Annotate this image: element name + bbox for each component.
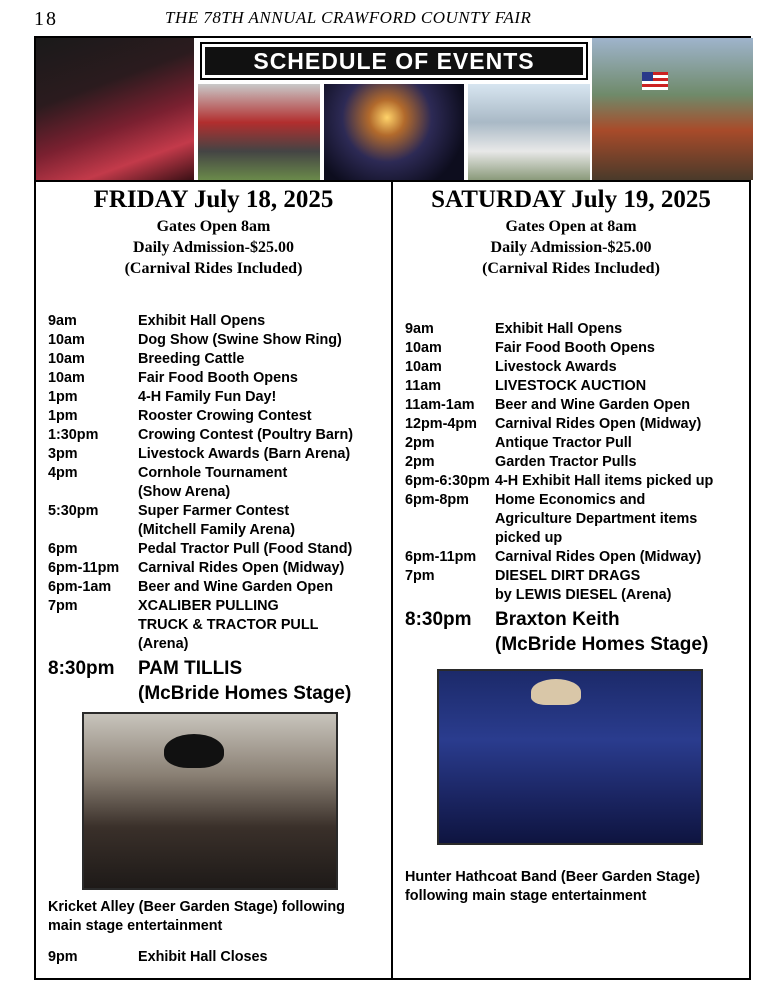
- tractor-pull-photo: [592, 38, 753, 180]
- schedule-banner: [200, 42, 588, 80]
- event-time: 6pm-11pm: [48, 560, 120, 576]
- event-line: Super Farmer Contest: [138, 503, 290, 519]
- event-description: [138, 559, 344, 578]
- headliner-time: 8:30pm: [405, 609, 472, 630]
- event-time: 10am: [48, 370, 85, 386]
- event-time: 11am-1am: [405, 397, 475, 413]
- note-line: Kricket Alley (Beer Garden Stage) following: [48, 899, 345, 915]
- event-description: [138, 331, 342, 350]
- saturday-admission: Daily Admission-$25.00: [490, 239, 652, 256]
- event-time: 6pm-6:30pm: [405, 473, 490, 489]
- event-description: [138, 597, 318, 654]
- friday-admission: Daily Admission-$25.00: [133, 239, 294, 256]
- event-line: Pedal Tractor Pull (Food Stand): [138, 541, 353, 557]
- event-description: [495, 320, 622, 339]
- event-line: Breeding Cattle: [138, 351, 245, 367]
- headliner-name: PAM TILLIS: [138, 658, 243, 679]
- event-line: (Show Arena): [138, 484, 231, 500]
- event-line: Livestock Awards: [495, 359, 617, 375]
- friday-gates: Gates Open 8am: [156, 218, 271, 235]
- saturday-followup-note: [405, 868, 700, 906]
- event-description: [138, 369, 298, 388]
- note-line: main stage entertainment: [48, 918, 223, 934]
- braxton-keith-photo: [437, 669, 703, 845]
- event-time: 7pm: [48, 598, 78, 614]
- event-time: 12pm-4pm: [405, 416, 477, 432]
- event-description: [138, 350, 244, 369]
- headliner-name: Braxton Keith: [495, 609, 620, 630]
- event-line: Fair Food Booth Opens: [495, 340, 655, 356]
- saturday-carnival-note: (Carnival Rides Included): [482, 260, 660, 277]
- event-time: 10am: [405, 340, 442, 356]
- headliner-time: 8:30pm: [48, 658, 115, 679]
- note-line: following main stage entertainment: [405, 888, 647, 904]
- carnival-ride-photo: [468, 84, 590, 180]
- headliner-stage: (McBride Homes Stage): [138, 683, 352, 704]
- event-line: Exhibit Hall Opens: [138, 313, 266, 329]
- banner-title: SCHEDULE OF EVENTS: [205, 47, 583, 75]
- event-description: [138, 388, 276, 407]
- event-line: Livestock Awards (Barn Arena): [138, 446, 351, 462]
- schedule-frame: [34, 36, 751, 980]
- event-time: 1:30pm: [48, 427, 99, 443]
- event-description: [138, 948, 268, 967]
- pam-tillis-photo: [82, 712, 338, 890]
- divider-vertical: [391, 180, 393, 980]
- event-description: [495, 491, 697, 548]
- event-time: 6pm: [48, 541, 78, 557]
- event-line: Cornhole Tournament: [138, 465, 288, 481]
- event-line: Carnival Rides Open (Midway): [495, 416, 702, 432]
- pedal-tractor-kid-photo: [198, 84, 320, 180]
- event-line: XCALIBER PULLING: [138, 598, 279, 614]
- event-time: 6pm-8pm: [405, 492, 469, 508]
- event-description: [495, 377, 646, 396]
- event-time: 6pm-1am: [48, 579, 112, 595]
- event-time: 5:30pm: [48, 503, 99, 519]
- event-time: 7pm: [405, 568, 435, 584]
- event-description: [138, 464, 287, 502]
- event-time: 11am: [405, 378, 442, 394]
- event-time: 6pm-11pm: [405, 549, 477, 565]
- event-time: 1pm: [48, 408, 78, 424]
- event-line: Crowing Contest (Poultry Barn): [138, 427, 354, 443]
- event-time: 3pm: [48, 446, 78, 462]
- event-line: Garden Tractor Pulls: [495, 454, 637, 470]
- event-description: [138, 578, 333, 597]
- event-description: [138, 540, 352, 559]
- event-line: Carnival Rides Open (Midway): [138, 560, 345, 576]
- event-line: Beer and Wine Garden Open: [495, 397, 690, 413]
- event-description: [495, 396, 690, 415]
- event-description: [495, 453, 637, 472]
- event-time: 9am: [48, 313, 77, 329]
- event-line: Beer and Wine Garden Open: [138, 579, 333, 595]
- event-time: 9pm: [48, 949, 78, 965]
- note-line: Hunter Hathcoat Band (Beer Garden Stage): [405, 869, 701, 885]
- saturday-title: SATURDAY July 19, 2025: [431, 186, 711, 213]
- event-time: 9am: [405, 321, 434, 337]
- event-line: 4-H Exhibit Hall items picked up: [495, 473, 714, 489]
- event-line: by LEWIS DIESEL (Arena): [495, 587, 672, 603]
- event-description: [495, 434, 632, 453]
- event-time: 10am: [405, 359, 442, 375]
- event-line: DIESEL DIRT DRAGS: [495, 568, 641, 584]
- event-description: [495, 339, 655, 358]
- event-line: LIVESTOCK AUCTION: [495, 378, 647, 394]
- event-description: [138, 312, 265, 331]
- event-line: (Mitchell Family Arena): [138, 522, 295, 538]
- event-time: 10am: [48, 332, 85, 348]
- event-line: Antique Tractor Pull: [495, 435, 632, 451]
- friday-carnival-note: (Carnival Rides Included): [124, 260, 303, 277]
- event-time: 1pm: [48, 389, 78, 405]
- event-time: 10am: [48, 351, 85, 367]
- event-description: [138, 445, 350, 464]
- event-description: [138, 407, 312, 426]
- page-number: 18: [34, 8, 58, 30]
- friday-followup-note: [48, 898, 345, 936]
- event-time: 2pm: [405, 435, 435, 451]
- event-line: (Arena): [138, 636, 189, 652]
- friday-title: FRIDAY July 18, 2025: [93, 186, 334, 213]
- event-line: Rooster Crowing Contest: [138, 408, 312, 424]
- event-line: Fair Food Booth Opens: [138, 370, 298, 386]
- event-line: Dog Show (Swine Show Ring): [138, 332, 342, 348]
- event-line: Carnival Rides Open (Midway): [495, 549, 702, 565]
- headliner-stage: (McBride Homes Stage): [495, 634, 709, 655]
- event-description: [138, 426, 353, 445]
- event-description: [495, 472, 713, 491]
- fair-queen-photo: [36, 38, 194, 180]
- event-time: 2pm: [405, 454, 435, 470]
- headliner-description: [138, 656, 351, 706]
- event-description: [495, 548, 701, 567]
- american-flag-icon: [642, 72, 668, 90]
- event-description: [138, 502, 295, 540]
- event-line: picked up: [495, 530, 563, 546]
- event-time: 4pm: [48, 465, 78, 481]
- event-line: 4-H Family Fun Day!: [138, 389, 277, 405]
- headliner-description: [495, 607, 708, 657]
- event-line: Exhibit Hall Closes: [138, 949, 268, 965]
- page-header: THE 78TH ANNUAL CRAWFORD COUNTY FAIR: [165, 8, 532, 27]
- event-description: [495, 358, 617, 377]
- event-line: TRUCK & TRACTOR PULL: [138, 617, 319, 633]
- saturday-gates: Gates Open at 8am: [505, 218, 637, 235]
- event-description: [495, 415, 701, 434]
- concert-photo: [324, 84, 464, 180]
- event-line: Agriculture Department items: [495, 511, 698, 527]
- event-description: [495, 567, 671, 605]
- event-line: Exhibit Hall Opens: [495, 321, 623, 337]
- event-line: Home Economics and: [495, 492, 646, 508]
